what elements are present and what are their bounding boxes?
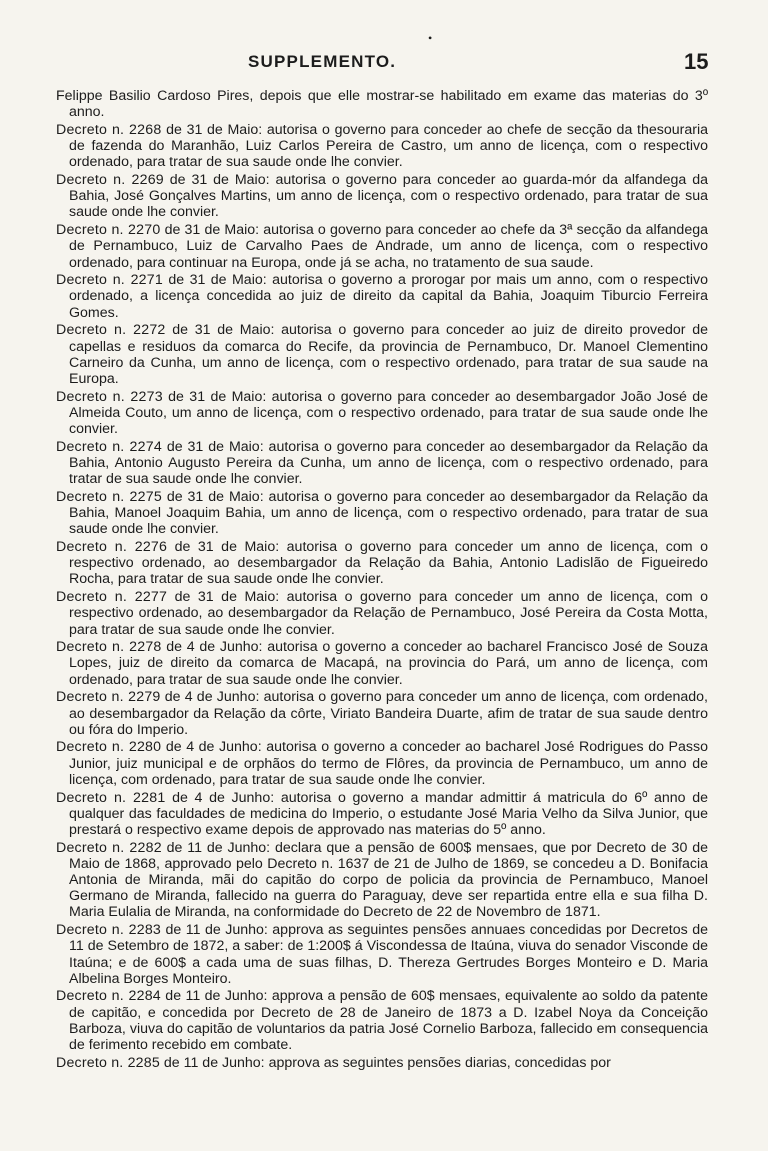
decree-text: de 4 de Junho: autorisa o governo a mandar admittir á matricula do 6º anno de qualquer das faculdades de medicina do Imperio, o estudante José Maria Velho da Silva Junior, que prestará o respectivo exame depois de approvado nas materias do 5º anno. (69, 789, 708, 838)
decree-number: Decreto n. 2277 (56, 589, 168, 606)
decree-number: Decreto n. 2285 (56, 1054, 160, 1071)
decree-text: de 11 de Junho: declara que a pensão de 600$ mensaes, que por Decreto de 30 de Maio de 1868, approvado pelo Decreto n. 1637 de 21 de Julho de 1869, se concedeu a D. Bonifacia Antonia de Miranda, mãi do capitão do corpo de policia da provincia de Pernambuco, Manoel Germano de Miranda, fallecido na guerra do Paraguay, deve ser repartida entre ella e sua filha D. Maria Eulalia de Miranda, na conformidade do Decreto de 22 de Novembro de 1871. (69, 839, 708, 921)
decree-text: de 11 de Junho: approva a pensão de 60$ mensaes, equivalente ao soldo da patente de capitão, e concedida por Decreto de 28 de Janeiro de 1873 a D. Izabel Noya da Conceição Barboza, viuva do capitão de voluntarios da patria José Cornelio Barboza, fallecido em consequencia de ferimento recebido em combate. (69, 988, 708, 1054)
decree-text: de 4 de Junho: autorisa o governo para conceder um anno de licença, com ordenado, ao desembargador da Relação da côrte, Viriato Bandeira Duarte, afim de tratar de sua saude dentro ou fóra do Imperio. (69, 689, 708, 738)
decree-text: de 4 de Junho: autorisa o governo a conceder ao bacharel Francisco José de Souza Lopes, juiz de direito da comarca de Macapá, na provincia do Pará, um anno de licença, com ordenado, para tratar de sua saude onde lhe convier. (69, 639, 708, 688)
decree-number: Decreto n. 2282 (56, 839, 162, 856)
decree-entry (56, 1055, 708, 1071)
decree-number: Decreto n. 2268 (56, 121, 162, 138)
decree-entry (56, 790, 708, 839)
decree-text: de 31 de Maio: autorisa o governo a prorogar por mais um anno, com o respectivo ordenado, a licença concedida ao juiz de direito da capital da Bahia, Joaquim Tiburcio Ferreira Gomes. (69, 272, 708, 321)
decree-text: de 31 de Maio: autorisa o governo para conceder ao desembargador João José de Almeida Couto, um anno de licença, com o respectivo ordenado, para tratar de sua saude onde lhe convier. (69, 388, 708, 438)
decree-entry (56, 689, 708, 738)
decree-number: Decreto n. 2283 (56, 922, 162, 939)
decree-number: Decreto n. 2279 (56, 689, 161, 706)
decree-text: de 31 de Maio: autorisa o governo para conceder um anno de licença, com o respectivo ordenado, ao desembargador da Relação da Bahia, Antonio Ladislão de Figueiredo Rocha, para tratar de sua saude onde lhe convier. (69, 538, 708, 588)
decree-entry (56, 840, 708, 921)
page-header (0, 22, 768, 74)
decree-text: de 31 de Maio: autorisa o governo para conceder ao chefe da 3ª secção da alfandega de Pernambuco, Luiz de Carvalho Paes de Andrade, um anno de licença, com o respectivo ordenado, para continuar na Europa, onde já se acha, no tratamento de sua saude. (69, 222, 708, 271)
decree-entry (56, 322, 708, 387)
decree-text: de 11 de Junho: approva as seguintes pensões diarias, concedidas por (159, 1054, 611, 1071)
decree-entry (56, 739, 708, 788)
decree-text: de 31 de Maio: autorisa o governo para conceder ao desembargador da Relação da Bahia, Antonio Augusto Pereira da Cunha, um anno de licença, com o respectivo ordenado, para tratar de sua saude onde lhe convier. (69, 438, 708, 488)
decree-text: de 31 de Maio: autorisa o governo para conceder ao juiz de direito provedor de capellas e residuos da comarca do Recife, da provincia de Pernambuco, Dr. Manoel Clementino Carneiro da Cunha, um anno de licença, com o respectivo ordenado, para tratar de sua saude na Europa. (69, 322, 708, 387)
decree-number: Decreto n. 2271 (56, 272, 163, 289)
decree-number: Decreto n. 2274 (56, 438, 162, 455)
decree-text: de 31 de Maio: autorisa o governo para conceder ao chefe de secção da thesouraria de fazenda do Maranhão, Luiz Carlos Pereira de Castro, um anno de licença, com o respectivo ordenado, para tratar de sua saude onde lhe convier. (69, 121, 708, 171)
decree-text: Felippe Basilio Cardoso Pires, depois que elle mostrar-se habilitado em exame das materias do 3º anno. (56, 88, 708, 121)
decree-number: Decreto n. 2284 (56, 988, 161, 1005)
decree-number: Decreto n. 2269 (56, 172, 164, 189)
decree-number: Decreto n. 2275 (56, 488, 162, 505)
decree-number: Decreto n. 2281 (56, 789, 166, 806)
decree-number: Decreto n. 2278 (56, 639, 162, 656)
decree-entry (56, 539, 708, 588)
decree-text: de 31 de Maio: autorisa o governo para conceder ao desembargador da Relação da Bahia, Manoel Joaquim Bahia, um anno de licença, com o respectivo ordenado, para tratar de sua saude onde lhe convier. (69, 488, 708, 538)
decree-text: de 31 de Maio: autorisa o governo para conceder ao guarda-mór da alfandega da Bahia, José Gonçalves Martins, um anno de licença, com o respectivo ordenado, para tratar de sua saude onde lhe convier. (69, 172, 708, 221)
decree-text: de 31 de Maio: autorisa o governo para conceder um anno de licença, com o respectivo ordenado, ao desembargador da Relação de Pernambuco, José Pereira da Costa Motta, para tratar de sua saude onde lhe convier. (69, 589, 708, 638)
decree-text: de 4 de Junho: autorisa o governo a conceder ao bacharel José Rodrigues do Passo Junior, juiz municipal e de orphãos do termo de Flôres, da provincia de Pernambuco, um anno de licença, com ordenado, para tratar de sua saude onde lhe convier. (69, 739, 708, 788)
decree-entry (56, 922, 708, 987)
decree-entry (56, 172, 708, 221)
decree-entry (56, 639, 708, 688)
decree-entry (56, 222, 708, 271)
decree-number: Decreto n. 2270 (56, 222, 161, 239)
decree-number: Decreto n. 2276 (56, 538, 168, 555)
decree-entry (56, 489, 708, 538)
decree-entry (56, 389, 708, 438)
decree-entry (56, 988, 708, 1053)
decree-text: de 11 de Junho: approva as seguintes pensões annuaes concedidas por Decretos de 11 de Setembro de 1872, a saber: de 1:200$ á Viscondessa de Itaúna, viuva do senador Visconde de Itaúna; e de 600$ a cada uma de suas filhas, D. Thereza Gertrudes Borges Monteiro e D. Maria Albelina Borges Monteiro. (69, 922, 708, 987)
decree-number: Decreto n. 2280 (56, 739, 162, 756)
decree-entry (56, 88, 708, 120)
decree-entry (56, 272, 708, 321)
decree-number: Decreto n. 2273 (56, 388, 163, 405)
decree-number: Decreto n. 2272 (56, 322, 166, 339)
decree-entry (56, 589, 708, 638)
header-ornament: • (428, 31, 433, 45)
page-number: 15 (684, 49, 709, 74)
body-text (56, 88, 708, 1072)
running-title: SUPPLEMENTO. (248, 52, 397, 71)
decree-entry (56, 439, 708, 488)
decree-entry (56, 122, 708, 171)
